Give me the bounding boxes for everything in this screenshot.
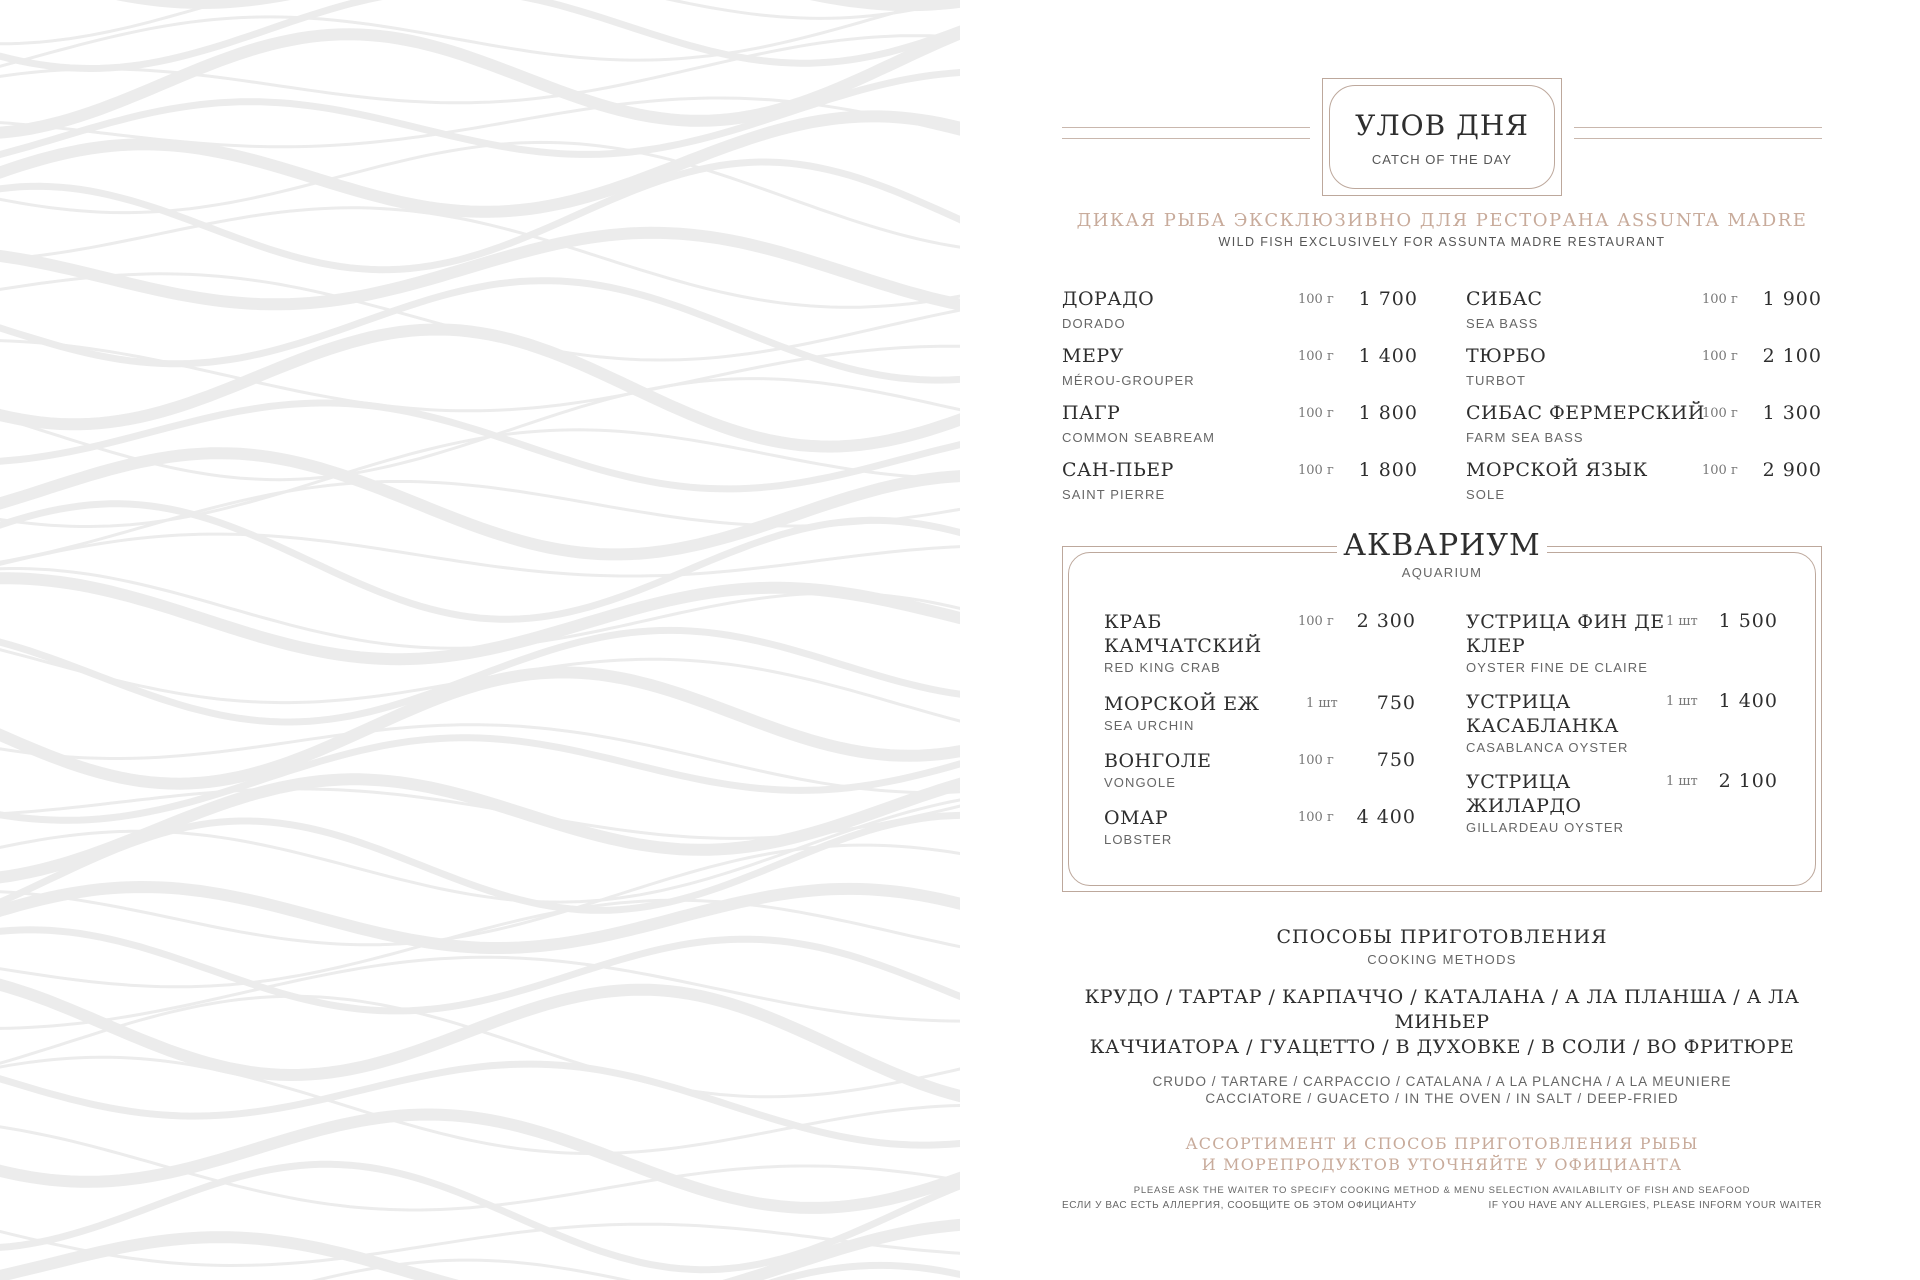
menu-item	[1104, 692, 1416, 733]
item-name-en: SEA URCHIN	[1104, 718, 1195, 733]
item-unit: 1 шт	[1306, 696, 1338, 711]
item-unit: 100 г	[1298, 810, 1334, 825]
item-name: СИБАС	[1466, 288, 1543, 310]
wave-line	[0, 1124, 960, 1210]
item-name-en: FARM SEA BASS	[1466, 430, 1584, 445]
waiter-note	[1062, 1133, 1822, 1175]
page-title: УЛОВ ДНЯ	[1355, 109, 1529, 142]
menu-item	[1466, 690, 1778, 755]
menu-item	[1062, 288, 1418, 338]
item-price: 1 500	[1718, 610, 1778, 632]
item-name: ПАГР	[1062, 402, 1121, 424]
aquarium-title: АКВАРИУМ	[1343, 528, 1541, 563]
menu-item	[1062, 402, 1418, 452]
item-name-en: RED KING CRAB	[1104, 660, 1221, 675]
cooking-list-ru-line: КРУДО / ТАРТАР / КАРПАЧЧО / КАТАЛАНА / А ЛА ПЛАНША / А ЛА МИНЬЕР	[1084, 986, 1800, 1033]
item-name: ВОНГОЛЕ	[1104, 750, 1212, 772]
aquarium-subtitle: AQUARIUM	[1401, 565, 1483, 580]
item-price: 750	[1376, 749, 1416, 771]
wave-line	[0, 1265, 960, 1280]
allergy-notice-ru: ЕСЛИ У ВАС ЕСТЬ АЛЛЕРГИЯ, СООБЩИТЕ ОБ ЭТОМ ОФИЦИАНТУ	[1062, 1200, 1417, 1211]
wave-line	[0, 0, 960, 44]
item-unit: 100 г	[1298, 753, 1334, 768]
cooking-subtitle: COOKING METHODS	[1367, 952, 1517, 967]
item-name: СИБАС ФЕРМЕРСКИЙ	[1466, 402, 1705, 424]
item-name-en: CASABLANCA OYSTER	[1466, 740, 1629, 755]
waiter-note-line: АССОРТИМЕНТ И СПОСОБ ПРИГОТОВЛЕНИЯ РЫБЫ	[1185, 1134, 1699, 1153]
menu-page	[1062, 0, 1822, 1280]
wave-line	[0, 534, 960, 576]
item-unit: 100 г	[1298, 406, 1334, 421]
wave-line	[0, 142, 960, 250]
item-price: 1 900	[1762, 288, 1822, 310]
item-unit: 1 шт	[1666, 614, 1698, 629]
cooking-list-ru	[1062, 985, 1822, 1060]
wave-line	[0, 0, 960, 5]
item-unit: 100 г	[1702, 349, 1738, 364]
menu-item	[1466, 459, 1822, 509]
item-unit: 1 шт	[1666, 774, 1698, 789]
menu-item	[1466, 402, 1822, 452]
waiter-note-en: PLEASE ASK THE WAITER TO SPECIFY COOKING METHOD & MENU SELECTION AVAILABILITY OF FISH AND SEAFOOD	[1133, 1185, 1751, 1196]
item-name: КРАБ КАМЧАТСКИЙ	[1104, 611, 1262, 657]
item-price: 1 400	[1718, 690, 1778, 712]
item-name-en: GILLARDEAU OYSTER	[1466, 820, 1625, 835]
aquarium-section	[1062, 528, 1822, 892]
item-name: МОРСКОЙ ЯЗЫК	[1466, 459, 1648, 481]
item-name: ДОРАДО	[1062, 288, 1155, 310]
menu-item	[1466, 345, 1822, 395]
header-rule-right	[1574, 127, 1822, 139]
wave-line	[0, 1057, 960, 1153]
menu-item	[1062, 345, 1418, 395]
item-price: 1 800	[1358, 402, 1418, 424]
item-name-en: DORADO	[1062, 316, 1126, 331]
item-name-en: SEA BASS	[1466, 316, 1539, 331]
menu-item	[1062, 459, 1418, 509]
item-name: УСТРИЦА ФИН ДЕ КЛЕР	[1466, 611, 1665, 657]
item-name: УСТРИЦА КАСАБЛАНКА	[1466, 691, 1619, 737]
title-frame	[1322, 78, 1562, 196]
menu-item	[1466, 770, 1778, 835]
item-name-en: LOBSTER	[1104, 832, 1173, 847]
menu-item	[1104, 610, 1416, 675]
wave-line	[0, 340, 960, 411]
cooking-list-ru-line: КАЧЧИАТОРА / ГУАЦЕТТО / В ДУХОВКЕ / В СОЛИ / ВО ФРИТЮРЕ	[1089, 1036, 1795, 1058]
wave-line	[0, 1064, 960, 1145]
cooking-list-en	[1062, 1073, 1822, 1107]
item-price: 2 900	[1762, 459, 1822, 481]
item-name: ТЮРБО	[1466, 345, 1547, 367]
item-price: 1 400	[1358, 345, 1418, 367]
menu-item	[1104, 806, 1416, 847]
cooking-list-en-line: CACCIATORE / GUACETO / IN THE OVEN / IN SALT / DEEP-FRIED	[1205, 1091, 1679, 1106]
cooking-methods	[1062, 926, 1822, 1196]
intro-en: WILD FISH EXCLUSIVELY FOR ASSUNTA MADRE RESTAURANT	[1218, 235, 1666, 249]
item-name-en: COMMON SEABREAM	[1062, 430, 1216, 445]
menu-item	[1104, 749, 1416, 790]
item-price: 1 300	[1762, 402, 1822, 424]
item-name-en: VONGOLE	[1104, 775, 1176, 790]
cooking-title: СПОСОБЫ ПРИГОТОВЛЕНИЯ	[1276, 926, 1608, 948]
item-name-en: SAINT PIERRE	[1062, 487, 1166, 502]
item-price: 750	[1376, 692, 1416, 714]
header-rule-left	[1062, 127, 1310, 139]
item-price: 1 800	[1358, 459, 1418, 481]
wave-line	[0, 569, 960, 649]
aquarium-heading	[1337, 528, 1547, 590]
intro	[1062, 210, 1822, 249]
menu-item	[1466, 288, 1822, 338]
item-unit: 1 шт	[1666, 694, 1698, 709]
wave-line	[0, 672, 960, 783]
item-price: 2 100	[1718, 770, 1778, 792]
item-unit: 100 г	[1702, 292, 1738, 307]
item-unit: 100 г	[1298, 614, 1334, 629]
allergy-notice-en: IF YOU HAVE ANY ALLERGIES, PLEASE INFORM YOUR WAITER	[1488, 1200, 1822, 1211]
item-unit: 100 г	[1702, 406, 1738, 421]
wave-line	[0, 233, 960, 308]
intro-ru: ДИКАЯ РЫБА ЭКСКЛЮЗИВНО ДЛЯ РЕСТОРАНА ASSUNTA MADRE	[1076, 210, 1808, 231]
item-unit: 100 г	[1298, 349, 1334, 364]
item-unit: 100 г	[1298, 463, 1334, 478]
item-name-en: OYSTER FINE DE CLAIRE	[1466, 660, 1649, 675]
item-unit: 100 г	[1298, 292, 1334, 307]
wave-line	[0, 630, 960, 722]
item-name: МЕРУ	[1062, 345, 1124, 367]
item-name: ОМАР	[1104, 807, 1169, 829]
menu-item	[1466, 610, 1778, 675]
page-subtitle: CATCH OF THE DAY	[1371, 152, 1513, 167]
waiter-note-line: И МОРЕПРОДУКТОВ УТОЧНЯЙТЕ У ОФИЦИАНТА	[1201, 1155, 1683, 1174]
item-name-en: TURBOT	[1466, 373, 1527, 388]
item-name: МОРСКОЙ ЕЖ	[1104, 693, 1260, 715]
item-price: 1 700	[1358, 288, 1418, 310]
item-price: 2 300	[1356, 610, 1416, 632]
item-unit: 100 г	[1702, 463, 1738, 478]
item-name: САН-ПЬЕР	[1062, 459, 1174, 481]
item-name-en: MÉROU-GROUPER	[1062, 373, 1195, 388]
menu-header	[1062, 78, 1822, 196]
item-price: 2 100	[1762, 345, 1822, 367]
item-price: 4 400	[1356, 806, 1416, 828]
item-name-en: SOLE	[1466, 487, 1506, 502]
item-name: УСТРИЦА ЖИЛАРДО	[1466, 771, 1582, 817]
cooking-list-en-line: CRUDO / TARTARE / CARPACCIO / CATALANA / A LA PLANCHA / A LA MEUNIERE	[1152, 1074, 1732, 1089]
